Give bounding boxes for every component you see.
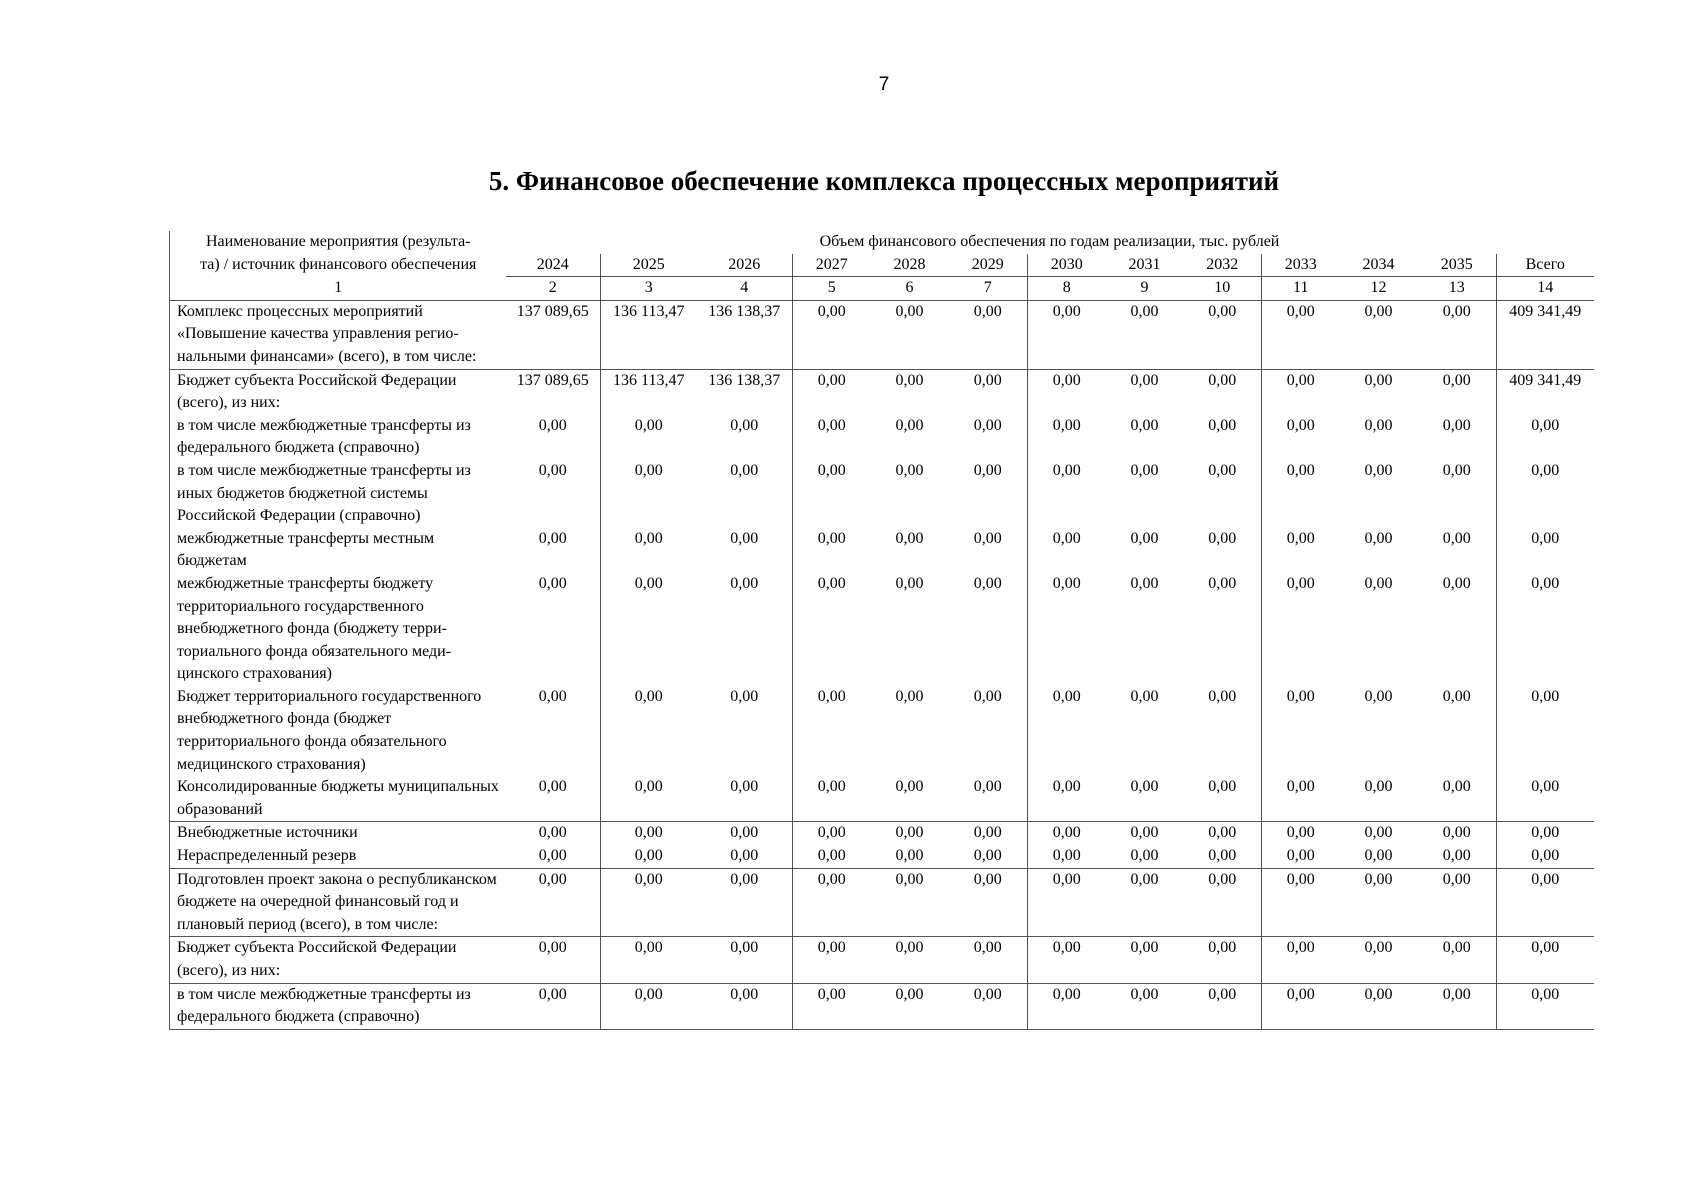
value-cell: 0,00 <box>1442 687 1471 705</box>
value-cell: 0,00 <box>793 415 871 460</box>
value-cell: 0,00 <box>973 416 1002 434</box>
value-cell: 0,00 <box>1364 302 1393 320</box>
value-cell: 0,00 <box>1262 573 1340 686</box>
value-cell: 0,00 <box>1262 528 1340 573</box>
header-name-line1: Наименование мероприятия (результа- <box>170 231 506 254</box>
row-name: Консолидированные бюджеты муниципальных образований <box>170 776 506 822</box>
value-cell: 0,00 <box>1028 845 1106 868</box>
value-cell: 0,00 <box>1497 776 1594 822</box>
value-cell: 0,00 <box>1340 369 1418 415</box>
section-title: 5. Финансовое обеспечение комплекса процессных мероприятий <box>488 166 1280 196</box>
value-cell: 0,00 <box>1497 868 1594 937</box>
year-header: 2030 <box>1028 254 1106 277</box>
value-cell: 0,00 <box>1028 868 1106 937</box>
column-number: 7 <box>949 277 1028 301</box>
value-cell: 0,00 <box>730 687 759 705</box>
value-cell: 0,00 <box>793 983 871 1029</box>
table-row <box>170 460 1594 528</box>
year-header: 2033 <box>1262 254 1340 277</box>
value-cell: 0,00 <box>601 868 697 937</box>
year-header: 2027 <box>793 254 871 277</box>
value-cell: 0,00 <box>949 369 1028 415</box>
value-cell: 0,00 <box>1028 415 1106 460</box>
value-cell: 0,00 <box>601 573 697 686</box>
table-row <box>170 415 1594 460</box>
value-cell: 0,00 <box>871 983 949 1029</box>
value-cell: 0,00 <box>1208 847 1237 865</box>
header-row-years <box>170 254 1594 277</box>
value-cell: 0,00 <box>1340 937 1418 983</box>
value-cell: 0,00 <box>1364 529 1393 547</box>
page-number: 7 <box>878 74 890 95</box>
table-row <box>170 822 1594 845</box>
value-cell: 0,00 <box>1442 778 1471 796</box>
value-cell: 0,00 <box>793 528 871 573</box>
value-cell: 0,00 <box>1184 369 1262 415</box>
value-cell: 0,00 <box>1028 983 1106 1029</box>
value-cell: 0,00 <box>973 847 1002 865</box>
value-cell: 0,00 <box>538 529 567 547</box>
value-cell: 0,00 <box>1497 845 1594 868</box>
row-name: межбюджетные трансферты бюджету территориального государственного внебюджетного фонда (бюджету территориального фонда обязательного медицинского страхования) <box>170 573 506 686</box>
value-cell: 0,00 <box>1130 529 1159 547</box>
table-row <box>170 300 1594 369</box>
value-cell: 0,00 <box>601 822 697 845</box>
value-cell: 0,00 <box>1262 983 1340 1029</box>
row-name: Бюджет субъекта Российской Федерации (всего), из них: <box>170 369 506 415</box>
table-row <box>170 686 1594 776</box>
year-header: 2031 <box>1106 254 1184 277</box>
value-cell: 0,00 <box>601 845 697 868</box>
row-name: в том числе межбюджетные трансферты из федерального бюджета (справочно) <box>170 415 506 460</box>
value-cell: 0,00 <box>793 868 871 937</box>
year-header: 2035 <box>1418 254 1497 277</box>
value-cell: 0,00 <box>1106 937 1184 983</box>
column-number: 5 <box>793 277 871 301</box>
value-cell: 136 113,47 <box>601 300 697 369</box>
year-header: 2034 <box>1340 254 1418 277</box>
value-cell: 0,00 <box>1262 937 1340 983</box>
value-cell: 0,00 <box>1418 369 1497 415</box>
value-cell: 0,00 <box>538 461 567 479</box>
value-cell: 0,00 <box>793 845 871 868</box>
value-cell: 0,00 <box>1262 460 1340 528</box>
table-row <box>170 528 1594 573</box>
value-cell: 0,00 <box>601 528 697 573</box>
value-cell: 0,00 <box>730 847 759 865</box>
value-cell: 0,00 <box>601 686 697 776</box>
value-cell: 0,00 <box>1262 822 1340 845</box>
value-cell: 409 341,49 <box>1497 369 1594 415</box>
value-cell: 0,00 <box>1364 574 1393 592</box>
column-number: 4 <box>697 277 793 301</box>
row-name: Бюджет субъекта Российской Федерации (всего), из них: <box>170 937 506 983</box>
value-cell: 0,00 <box>1106 983 1184 1029</box>
value-cell: 0,00 <box>1364 778 1393 796</box>
value-cell: 0,00 <box>1262 868 1340 937</box>
row-name: межбюджетные трансферты местным бюджетам <box>170 528 506 573</box>
row-name: Комплекс процессных мероприятий «Повышение качества управления региональными финансами» (всего), в том числе: <box>170 300 506 369</box>
header-name-line2: та) / источник финансового обеспечения <box>170 254 506 277</box>
value-cell: 0,00 <box>1497 937 1594 983</box>
value-cell: 409 341,49 <box>1497 300 1594 369</box>
value-cell: 0,00 <box>1184 937 1262 983</box>
value-cell: 0,00 <box>1497 460 1594 528</box>
value-cell: 0,00 <box>697 983 793 1029</box>
header-row-column-numbers <box>170 277 1594 301</box>
value-cell: 0,00 <box>1028 460 1106 528</box>
column-number: 8 <box>1028 277 1106 301</box>
value-cell: 0,00 <box>949 868 1028 937</box>
value-cell: 0,00 <box>1364 687 1393 705</box>
row-name: в том числе межбюджетные трансферты из федерального бюджета (справочно) <box>170 983 506 1029</box>
value-cell: 0,00 <box>1106 369 1184 415</box>
row-name: в том числе межбюджетные трансферты из иных бюджетов бюджетной системы Российской Федерации (справочно) <box>170 460 506 528</box>
value-cell: 0,00 <box>1106 822 1184 845</box>
year-header: 2028 <box>871 254 949 277</box>
value-cell: 0,00 <box>1130 574 1159 592</box>
value-cell: 0,00 <box>1208 574 1237 592</box>
value-cell: 0,00 <box>895 687 924 705</box>
value-cell: 0,00 <box>871 822 949 845</box>
value-cell: 0,00 <box>1442 416 1471 434</box>
value-cell: 0,00 <box>1208 529 1237 547</box>
value-cell: 0,00 <box>1418 868 1497 937</box>
value-cell: 0,00 <box>1262 369 1340 415</box>
value-cell: 0,00 <box>506 937 601 983</box>
column-number: 11 <box>1262 277 1340 301</box>
value-cell: 0,00 <box>538 847 567 865</box>
value-cell: 0,00 <box>895 847 924 865</box>
value-cell: 0,00 <box>1208 416 1237 434</box>
value-cell: 0,00 <box>793 573 871 686</box>
row-name: Нераспределенный резерв <box>170 845 506 868</box>
value-cell: 0,00 <box>1497 822 1594 845</box>
value-cell: 0,00 <box>973 687 1002 705</box>
value-cell: 0,00 <box>1262 686 1340 776</box>
year-header: 2024 <box>506 254 601 277</box>
value-cell: 0,00 <box>1208 687 1237 705</box>
value-cell: 0,00 <box>601 460 697 528</box>
value-cell: 0,00 <box>1130 461 1159 479</box>
value-cell: 0,00 <box>538 574 567 592</box>
value-cell: 0,00 <box>1028 686 1106 776</box>
table-row <box>170 845 1594 868</box>
value-cell: 0,00 <box>601 983 697 1029</box>
value-cell: 0,00 <box>895 416 924 434</box>
value-cell: 0,00 <box>601 776 697 822</box>
value-cell: 136 138,37 <box>697 369 793 415</box>
value-cell: 0,00 <box>1364 416 1393 434</box>
value-cell: 0,00 <box>1497 415 1594 460</box>
value-cell: 0,00 <box>895 529 924 547</box>
year-header: 2025 <box>601 254 697 277</box>
value-cell: 0,00 <box>1208 302 1237 320</box>
column-number: 6 <box>871 277 949 301</box>
value-cell: 0,00 <box>1028 776 1106 822</box>
header-group-title: Объем финансового обеспечения по годам реализации, тыс. рублей <box>819 233 1280 250</box>
value-cell: 0,00 <box>1262 845 1340 868</box>
value-cell: 0,00 <box>871 868 949 937</box>
value-cell: 0,00 <box>1442 529 1471 547</box>
value-cell: 0,00 <box>1028 573 1106 686</box>
value-cell: 0,00 <box>1184 822 1262 845</box>
value-cell: 0,00 <box>871 937 949 983</box>
value-cell: 0,00 <box>1497 686 1594 776</box>
table-header <box>170 231 1594 300</box>
value-cell: 0,00 <box>697 937 793 983</box>
value-cell: 0,00 <box>949 822 1028 845</box>
value-cell: 0,00 <box>1340 868 1418 937</box>
value-cell: 0,00 <box>1028 300 1106 369</box>
value-cell: 0,00 <box>1208 461 1237 479</box>
value-cell: 0,00 <box>895 778 924 796</box>
value-cell: 0,00 <box>1497 528 1594 573</box>
value-cell: 0,00 <box>1364 847 1393 865</box>
value-cell: 0,00 <box>973 302 1002 320</box>
value-cell: 0,00 <box>538 416 567 434</box>
value-cell: 0,00 <box>1364 461 1393 479</box>
row-name: Внебюджетные источники <box>170 822 506 845</box>
value-cell: 0,00 <box>1130 778 1159 796</box>
value-cell: 0,00 <box>1130 416 1159 434</box>
value-cell: 0,00 <box>973 778 1002 796</box>
value-cell: 0,00 <box>1028 369 1106 415</box>
table-row <box>170 369 1594 415</box>
value-cell: 0,00 <box>895 302 924 320</box>
value-cell: 0,00 <box>1130 302 1159 320</box>
value-cell: 0,00 <box>730 461 759 479</box>
column-number: 13 <box>1418 277 1497 301</box>
value-cell: 0,00 <box>697 822 793 845</box>
value-cell: 0,00 <box>730 778 759 796</box>
value-cell: 0,00 <box>506 822 601 845</box>
value-cell: 0,00 <box>1028 822 1106 845</box>
value-cell: 0,00 <box>1340 983 1418 1029</box>
column-number: 3 <box>601 277 697 301</box>
value-cell: 0,00 <box>949 983 1028 1029</box>
value-cell: 0,00 <box>793 686 871 776</box>
row-name: Бюджет территориального государственного внебюджетного фонда (бюджет территориального фонда обязательного медицинского страхования) <box>170 686 506 776</box>
value-cell: 0,00 <box>506 868 601 937</box>
value-cell: 0,00 <box>793 300 871 369</box>
value-cell: 0,00 <box>506 983 601 1029</box>
column-number: 1 <box>170 277 506 301</box>
table-row <box>170 573 1594 686</box>
column-number: 12 <box>1340 277 1418 301</box>
value-cell: 137 089,65 <box>516 302 589 320</box>
year-header: 2026 <box>697 254 793 277</box>
header-row-group <box>170 231 1594 254</box>
value-cell: 0,00 <box>1262 300 1340 369</box>
table-body <box>170 300 1594 1029</box>
column-number: 14 <box>1497 277 1594 301</box>
value-cell: 0,00 <box>1418 983 1497 1029</box>
value-cell: 0,00 <box>1208 778 1237 796</box>
value-cell: 0,00 <box>1442 574 1471 592</box>
year-header: 2032 <box>1184 254 1262 277</box>
value-cell: 0,00 <box>1418 822 1497 845</box>
year-header: Всего <box>1497 254 1594 277</box>
value-cell: 0,00 <box>973 574 1002 592</box>
value-cell: 0,00 <box>1028 528 1106 573</box>
value-cell: 0,00 <box>793 460 871 528</box>
table-row <box>170 983 1594 1029</box>
value-cell: 0,00 <box>895 461 924 479</box>
value-cell: 0,00 <box>601 937 697 983</box>
value-cell: 0,00 <box>793 822 871 845</box>
value-cell: 0,00 <box>1340 822 1418 845</box>
value-cell: 0,00 <box>538 778 567 796</box>
value-cell: 0,00 <box>1130 687 1159 705</box>
value-cell: 0,00 <box>793 937 871 983</box>
value-cell: 136 138,37 <box>708 302 781 320</box>
table-row <box>170 776 1594 822</box>
value-cell: 0,00 <box>1262 415 1340 460</box>
value-cell: 0,00 <box>949 937 1028 983</box>
table-row <box>170 868 1594 937</box>
value-cell: 0,00 <box>1184 983 1262 1029</box>
value-cell: 0,00 <box>871 369 949 415</box>
value-cell: 0,00 <box>1028 937 1106 983</box>
value-cell: 0,00 <box>895 574 924 592</box>
year-header: 2029 <box>949 254 1028 277</box>
value-cell: 0,00 <box>1106 868 1184 937</box>
value-cell: 0,00 <box>793 369 871 415</box>
value-cell: 0,00 <box>730 416 759 434</box>
value-cell: 0,00 <box>697 868 793 937</box>
value-cell: 0,00 <box>1497 983 1594 1029</box>
financing-table <box>169 231 1594 1030</box>
value-cell: 0,00 <box>973 461 1002 479</box>
value-cell: 137 089,65 <box>506 369 601 415</box>
column-number: 2 <box>506 277 601 301</box>
value-cell: 136 113,47 <box>601 369 697 415</box>
value-cell: 0,00 <box>793 776 871 822</box>
value-cell: 0,00 <box>1442 847 1471 865</box>
value-cell: 0,00 <box>1442 461 1471 479</box>
value-cell: 0,00 <box>973 529 1002 547</box>
value-cell: 0,00 <box>538 687 567 705</box>
value-cell: 0,00 <box>601 415 697 460</box>
value-cell: 0,00 <box>1442 302 1471 320</box>
value-cell: 0,00 <box>1184 868 1262 937</box>
value-cell: 0,00 <box>1130 847 1159 865</box>
value-cell: 0,00 <box>730 574 759 592</box>
value-cell: 0,00 <box>730 529 759 547</box>
column-number: 10 <box>1184 277 1262 301</box>
value-cell: 0,00 <box>1262 776 1340 822</box>
value-cell: 0,00 <box>1418 937 1497 983</box>
value-cell: 0,00 <box>1497 573 1594 686</box>
table-row <box>170 937 1594 983</box>
column-number: 9 <box>1106 277 1184 301</box>
row-name: Подготовлен проект закона о республиканском бюджете на очередной финансовый год и плановый период (всего), в том числе: <box>170 868 506 937</box>
